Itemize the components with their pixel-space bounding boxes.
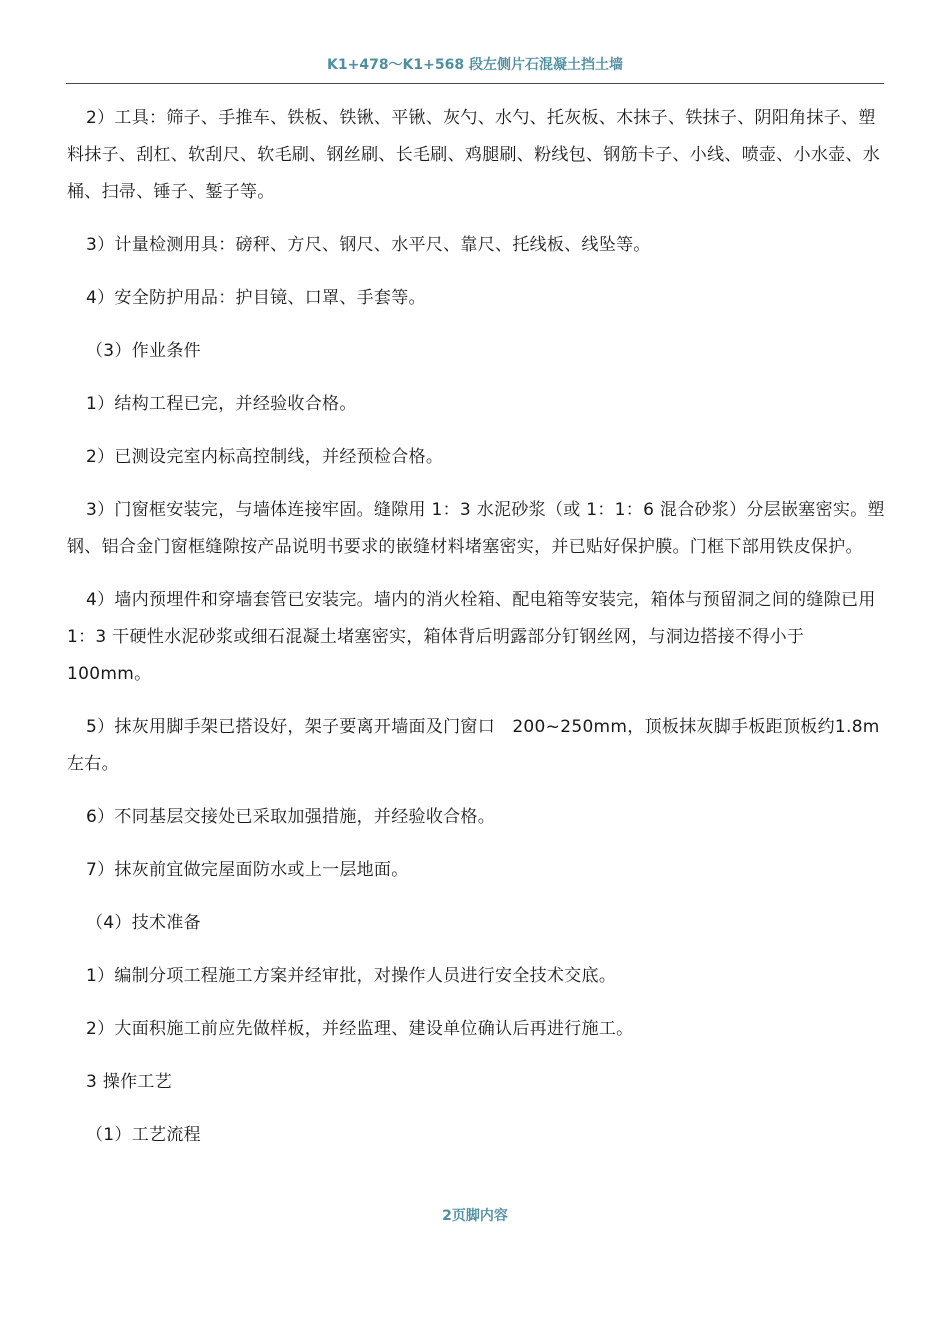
page-footer [0,1205,950,1225]
subheading-work-conditions: （3）作业条件 [86,341,201,361]
paragraph-safety-gear: 4）安全防护用品：护目镜、口罩、手套等。 [86,288,426,308]
subheading-technical-prep: （4）技术准备 [86,913,201,933]
paragraph-measuring-tools: 3）计量检测用具：磅秤、方尺、钢尺、水平尺、靠尺、托线板、线坠等。 [86,235,651,255]
paragraph-condition-3: 3）门窗框安装完，与墙体连接牢固。缝隙用 1：3 水泥砂浆（或 1：1：6 混合砂浆）分层嵌塞密实。塑钢、铝合金门窗框缝隙按产品说明书要求的嵌缝材料堵塞密实，并已贴好保护膜。门框下部用铁皮保护。 [67,500,885,557]
paragraph-tech-1: 1）编制分项工程施工方案并经审批，对操作人员进行安全技术交底。 [86,966,617,986]
page-header [66,54,884,84]
paragraph-tools: 2）工具：筛子、手推车、铁板、铁锹、平锹、灰勺、水勺、托灰板、木抹子、铁抹子、阴阳角抹子、塑料抹子、刮杠、软刮尺、软毛刷、钢丝刷、长毛刷、鸡腿刷、粉线包、钢筋卡子、小线、喷壶、小水壶、水桶、扫帚、锤子、錾子等。 [67,108,881,202]
footer-text: 2页脚内容 [442,1208,508,1224]
paragraph-condition-6: 6）不同基层交接处已采取加强措施，并经验收合格。 [86,807,496,827]
paragraph-condition-4: 4）墙内预埋件和穿墙套管已安装完。墙内的消火栓箱、配电箱等安装完，箱体与预留洞之间的缝隙已用 1：3 干硬性水泥砂浆或细石混凝土堵塞密实，箱体背后明露部分钉钢丝网，与洞边搭接不得小于 100mm。 [67,590,876,684]
paragraph-tech-2: 2）大面积施工前应先做样板，并经监理、建设单位确认后再进行施工。 [86,1019,634,1039]
paragraph-condition-2: 2）已测设完室内标高控制线，并经预检合格。 [86,447,444,467]
paragraph-condition-1: 1）结构工程已完，并经验收合格。 [86,394,357,414]
heading-operation-process: 3 操作工艺 [86,1072,173,1092]
subheading-process-flow: （1）工艺流程 [86,1125,201,1145]
paragraph-condition-5: 5）抹灰用脚手架已搭设好，架子要离开墙面及门窗口 200~250mm，顶板抹灰脚手板距顶板约1.8m 左右。 [67,717,880,774]
paragraph-condition-7: 7）抹灰前宜做完屋面防水或上一层地面。 [86,860,409,880]
document-body [67,100,885,1154]
header-title: K1+478～K1+568 段左侧片石混凝土挡土墙 [327,57,623,73]
